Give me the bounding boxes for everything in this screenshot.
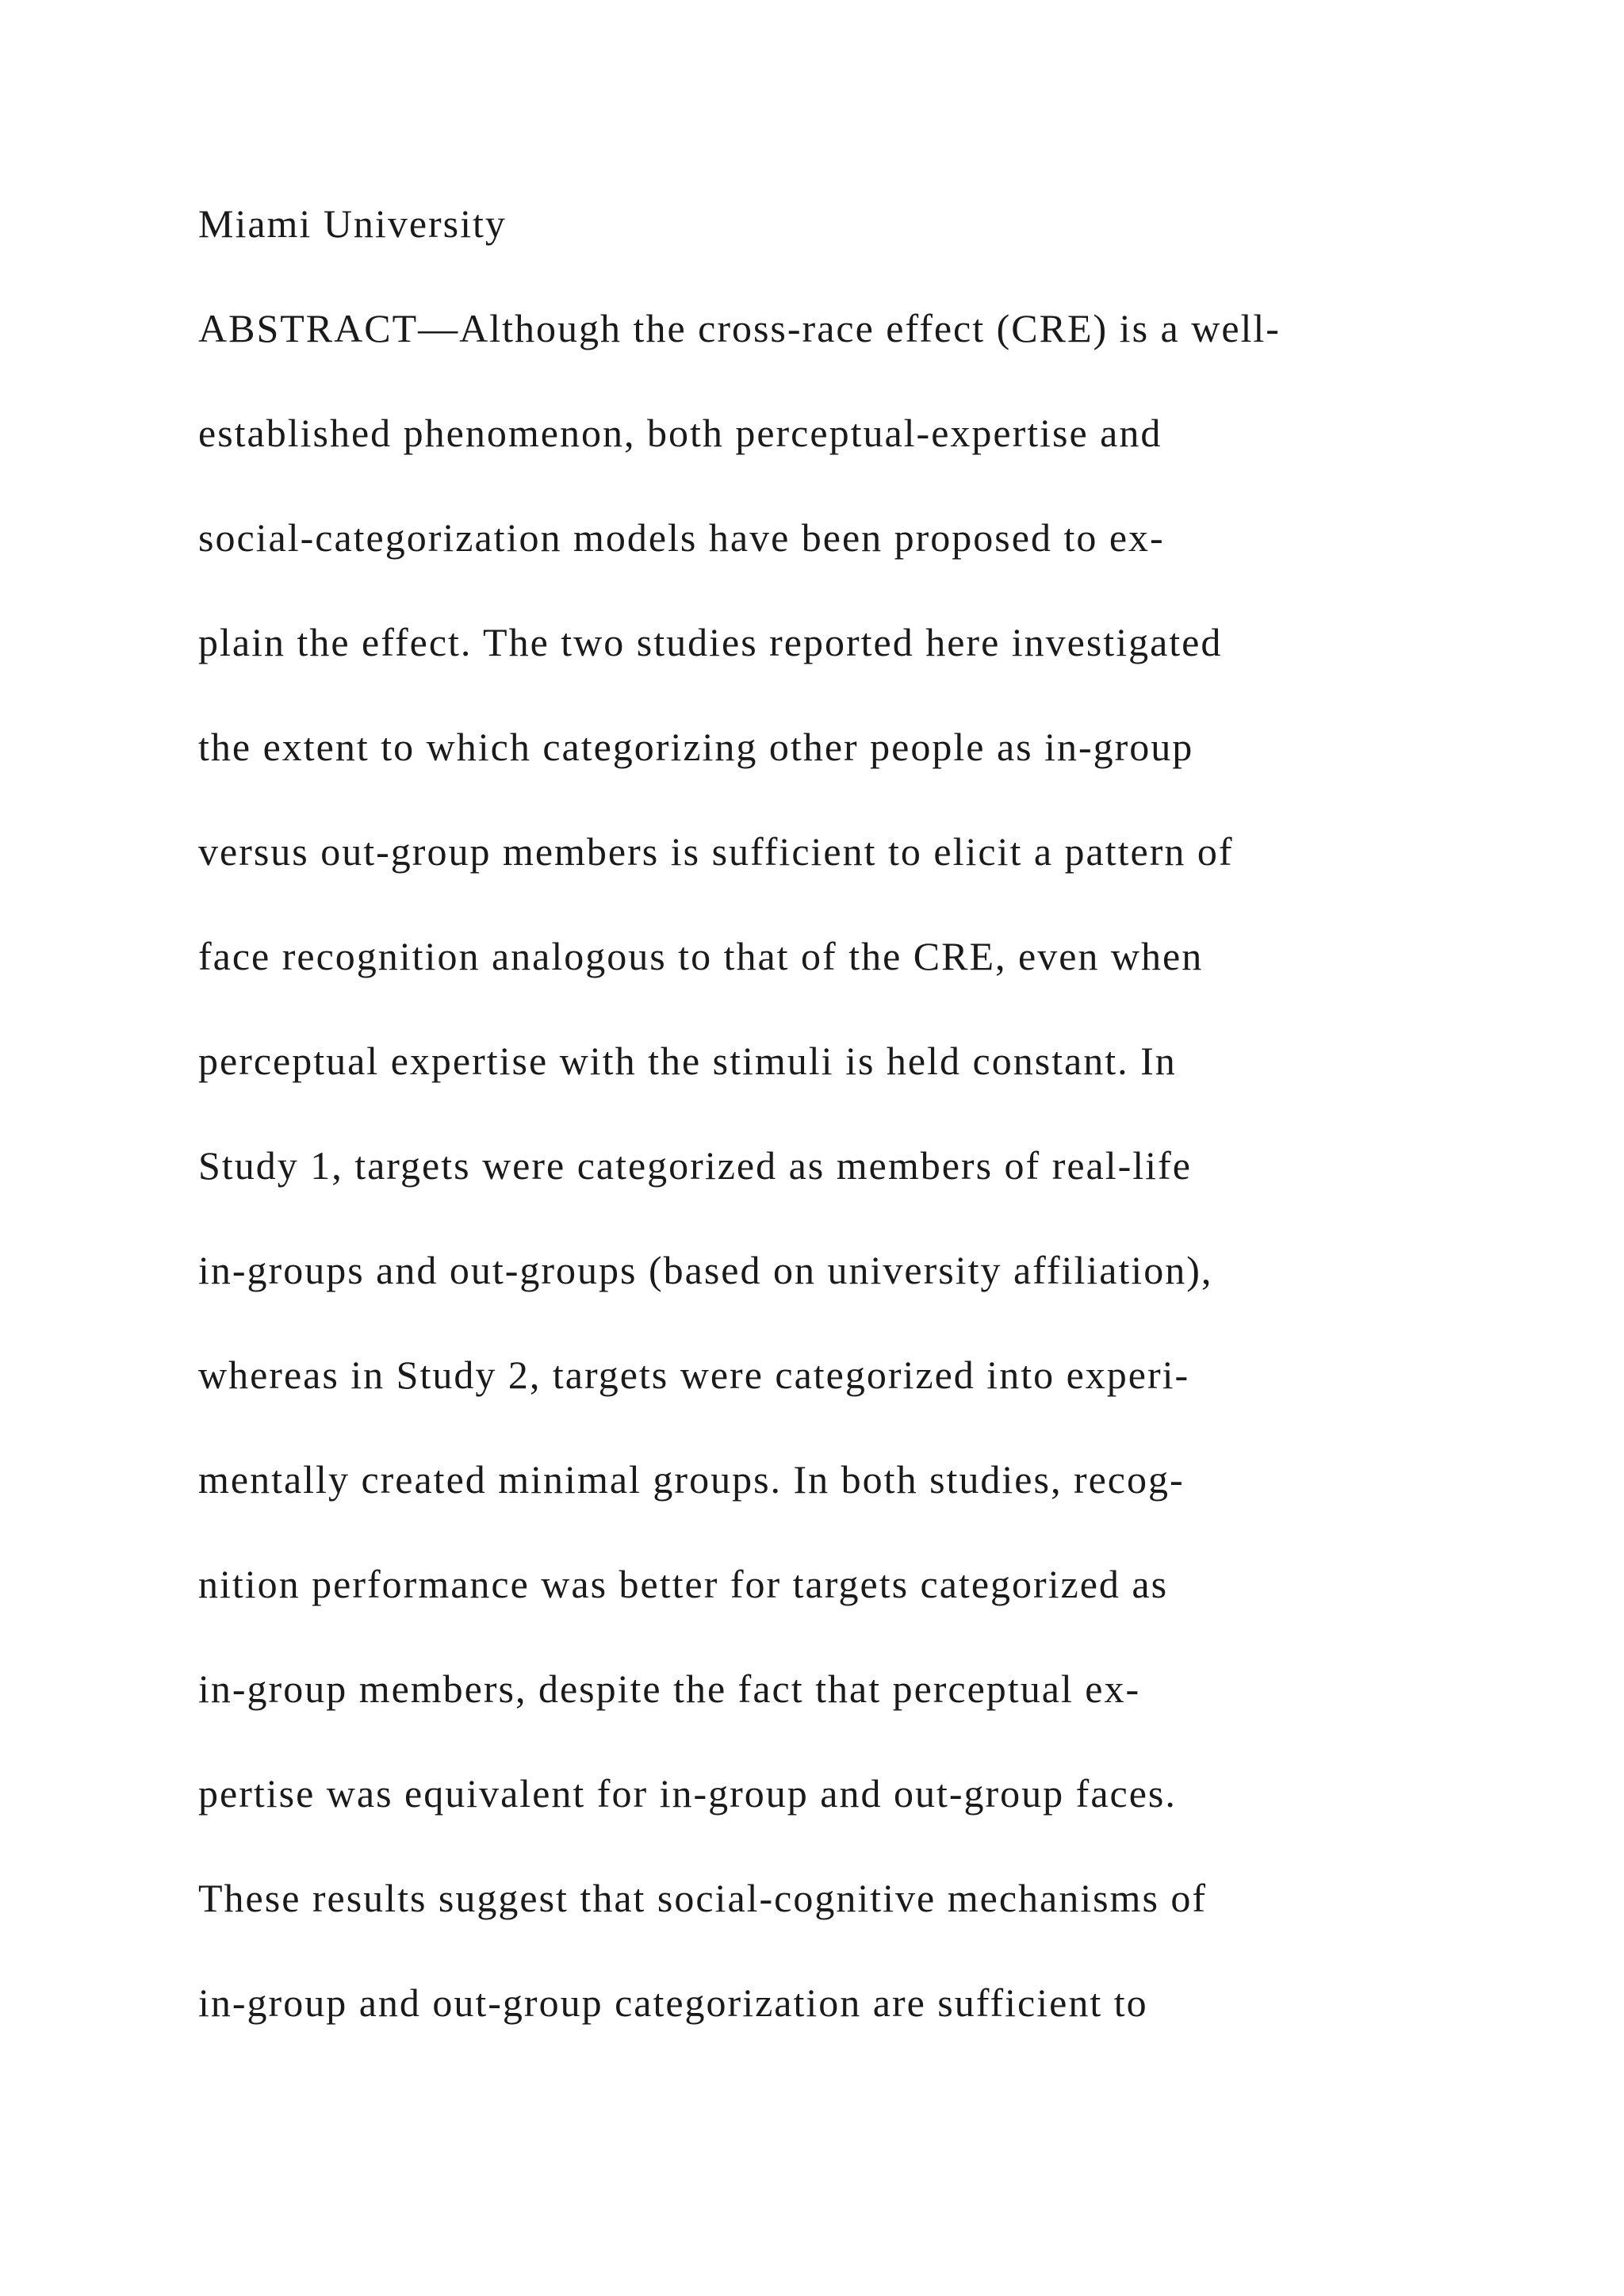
abstract-line: face recognition analogous to that of the CRE, even when <box>198 934 1204 978</box>
abstract-line: mentally created minimal groups. In both studies, recog- <box>198 1457 1185 1502</box>
abstract-line: in-group members, despite the fact that perceptual ex- <box>198 1667 1141 1711</box>
abstract-line: established phenomenon, both perceptual-expertise and <box>198 411 1162 455</box>
abstract-line: perceptual expertise with the stimuli is held constant. In <box>198 1039 1177 1083</box>
abstract-line: ABSTRACT—Although the cross-race effect (CRE) is a well- <box>198 306 1281 350</box>
abstract-text <box>198 300 1435 2080</box>
abstract-line: in-group and out-group categorization are sufficient to <box>198 1980 1148 2025</box>
abstract-line: in-groups and out-groups (based on university affiliation), <box>198 1248 1213 1292</box>
abstract-line: whereas in Study 2, targets were categorized into experi- <box>198 1353 1190 1397</box>
author-affiliation: Miami University <box>198 201 507 246</box>
abstract-line: the extent to which categorizing other people as in-group <box>198 725 1194 769</box>
abstract-line: pertise was equivalent for in-group and out-group faces. <box>198 1771 1177 1816</box>
abstract-line: social-categorization models have been proposed to ex- <box>198 515 1165 560</box>
abstract-line: versus out-group members is sufficient to elicit a pattern of <box>198 829 1234 874</box>
abstract-line: These results suggest that social-cognitive mechanisms of <box>198 1876 1208 1920</box>
abstract-line: plain the effect. The two studies reported here investigated <box>198 620 1223 664</box>
abstract-line: Study 1, targets were categorized as members of real-life <box>198 1143 1192 1188</box>
abstract-line: nition performance was better for targets categorized as <box>198 1562 1169 1606</box>
